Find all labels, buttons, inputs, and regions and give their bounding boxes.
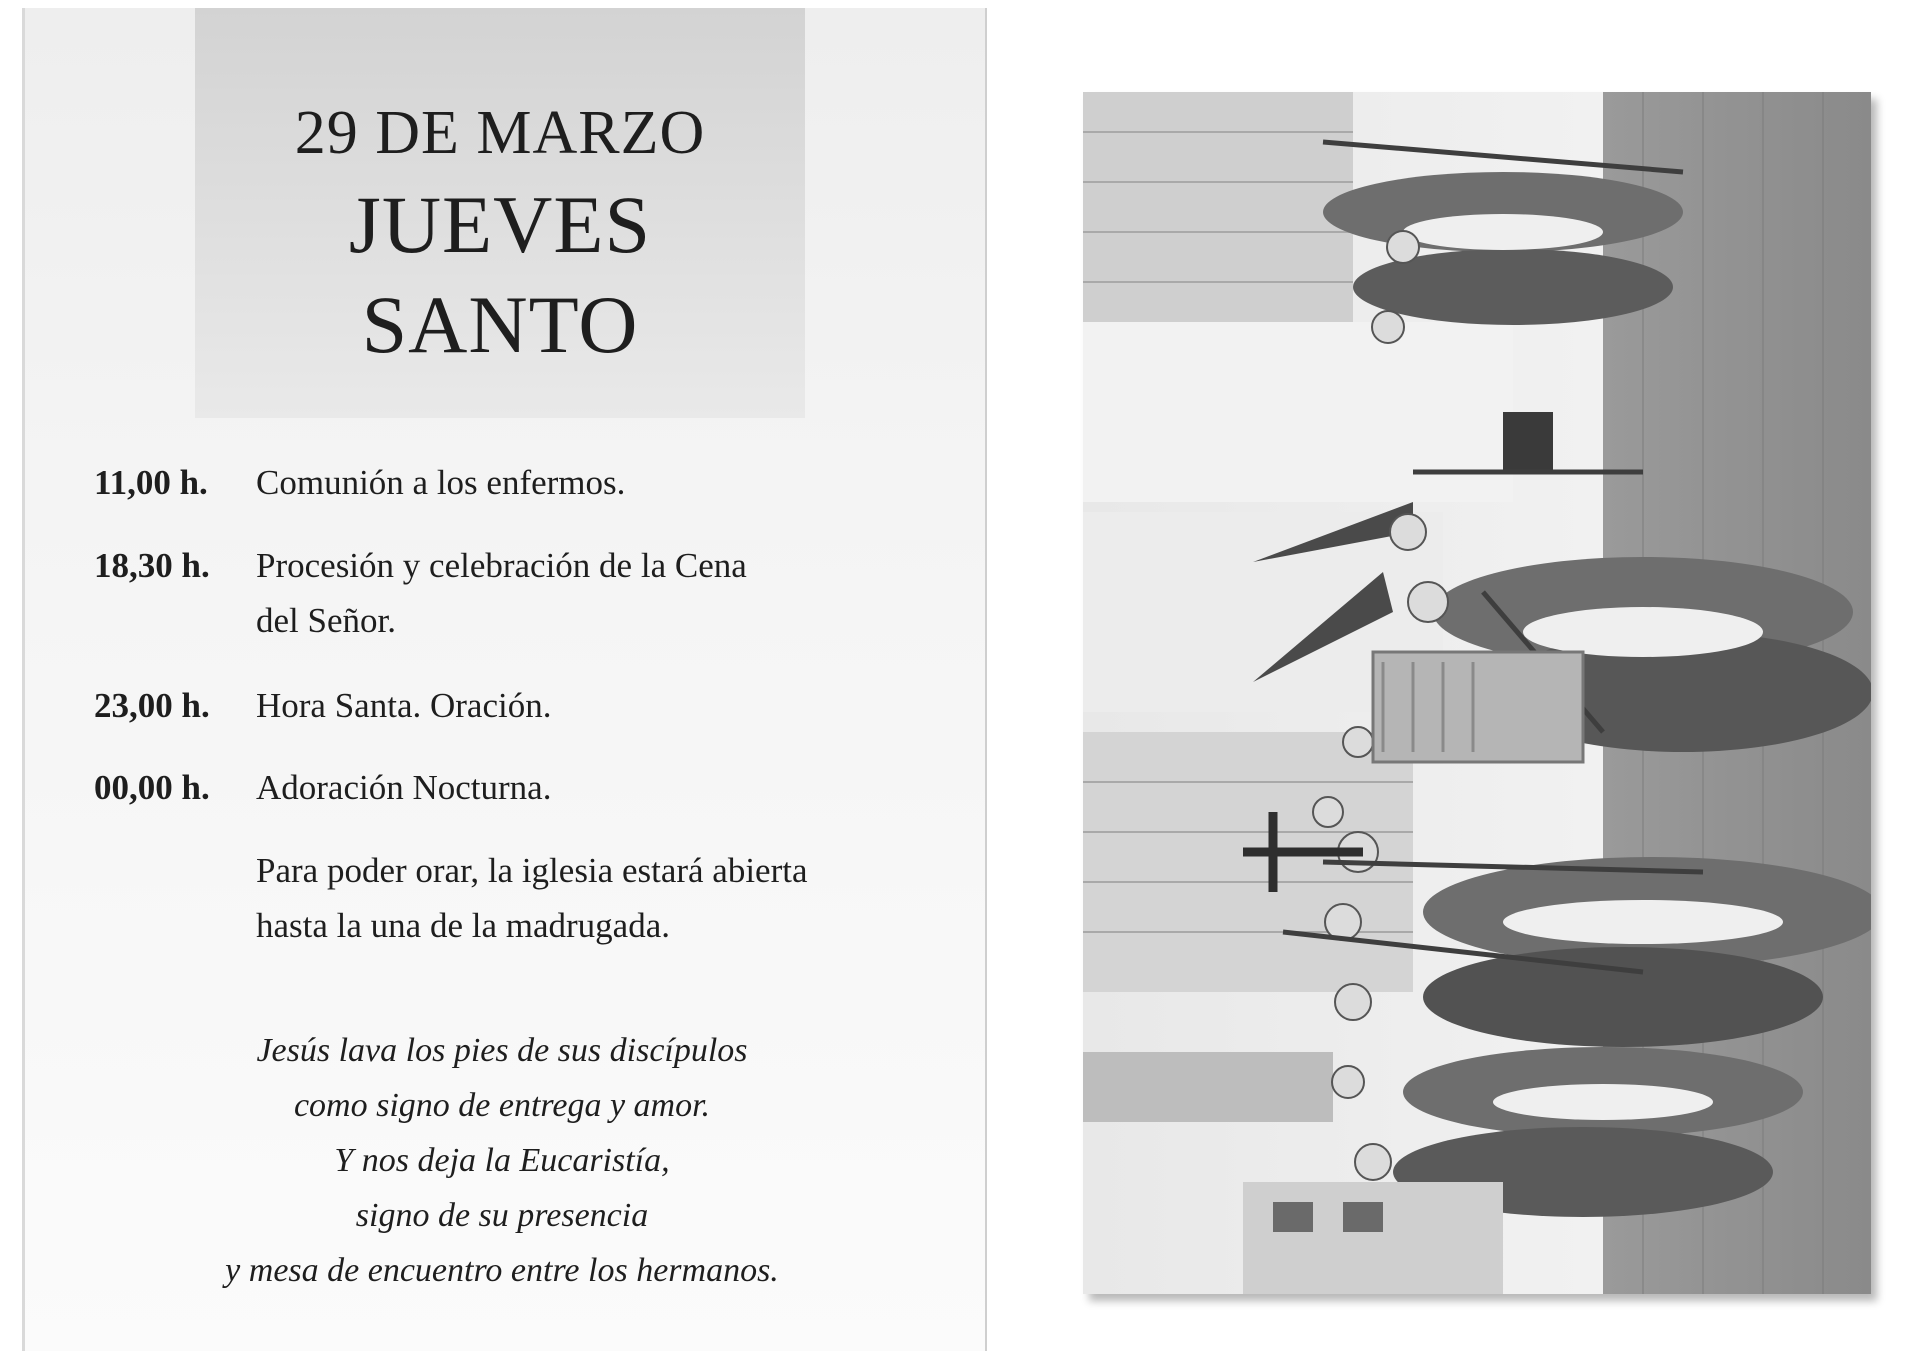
schedule-time: 23,00 h. <box>94 686 210 725</box>
title-header <box>195 8 805 418</box>
schedule-text <box>256 538 896 648</box>
date-title: 29 DE MARZO <box>294 99 706 167</box>
schedule-text-line1: Procesión y celebración de la Cena <box>256 546 747 585</box>
quote-line: Jesús lava los pies de sus discípulos <box>256 1032 748 1069</box>
schedule-time: 18,30 h. <box>94 546 210 585</box>
left-page <box>22 8 987 1351</box>
schedule-text: Adoración Nocturna. <box>256 768 552 807</box>
quote-line: Y nos deja la Eucaristía, <box>334 1142 670 1179</box>
quote-block <box>102 1023 902 1298</box>
quote-line: como signo de entrega y amor. <box>293 1087 711 1124</box>
schedule-time: 00,00 h. <box>94 768 210 807</box>
quote-line: y mesa de encuentro entre los hermanos. <box>225 1252 779 1289</box>
quote-line: signo de su presencia <box>355 1197 649 1234</box>
schedule-time: 11,00 h. <box>94 463 208 502</box>
day-title-line1: JUEVES <box>348 179 652 270</box>
procession-photo <box>1083 92 1871 1294</box>
note-line1: Para poder orar, la iglesia estará abierta <box>256 851 808 890</box>
day-title-line2: SANTO <box>361 279 639 370</box>
schedule-text: Hora Santa. Oración. <box>256 686 552 725</box>
schedule-text: Comunión a los enfermos. <box>256 463 626 502</box>
procession-photo-icon <box>1083 92 1871 1294</box>
note-line2: hasta la una de la madrugada. <box>256 906 670 945</box>
schedule-text-line2: del Señor. <box>256 601 396 640</box>
